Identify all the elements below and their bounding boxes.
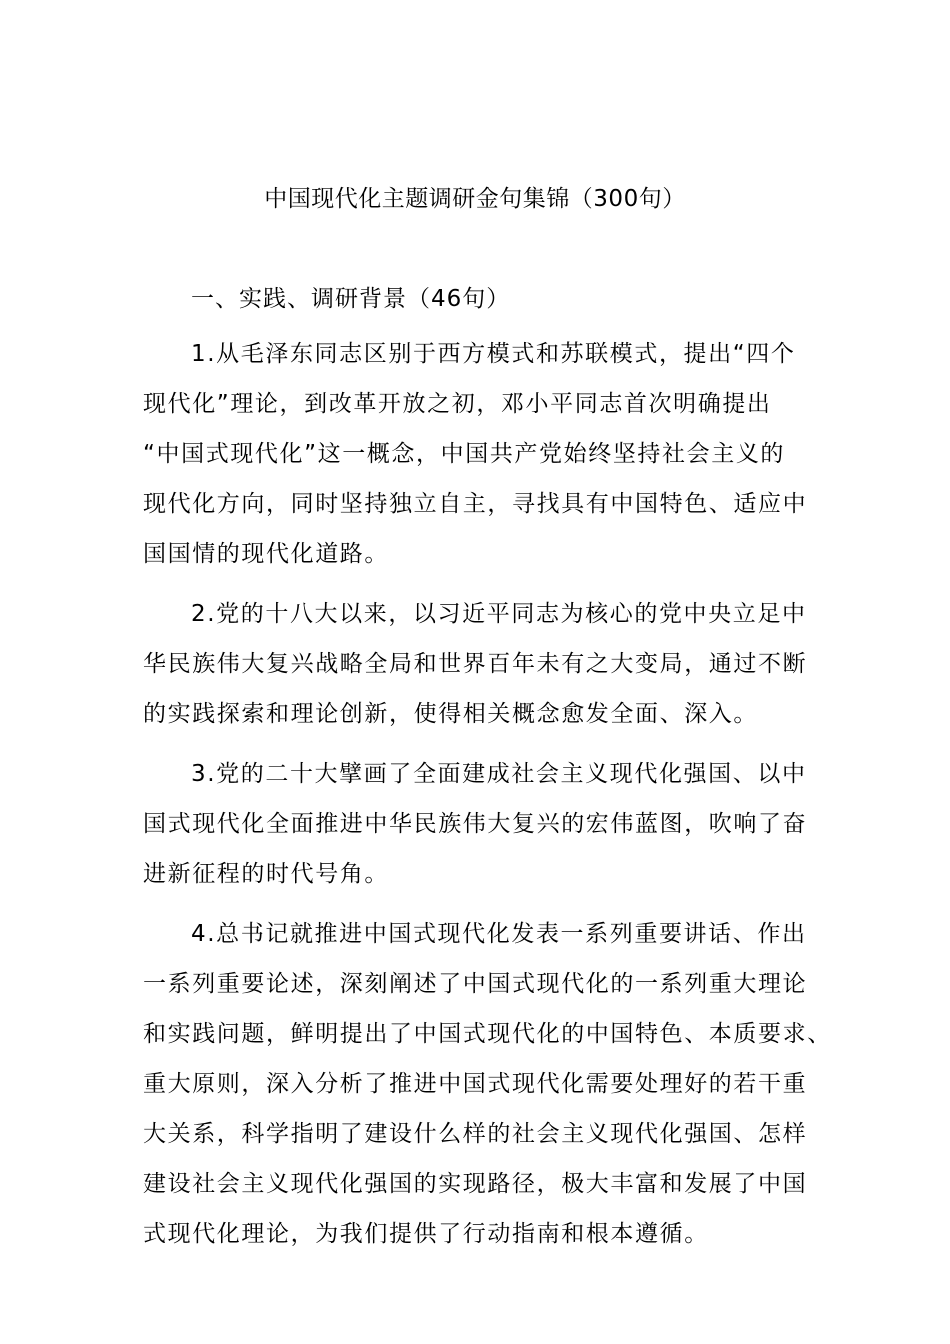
paragraph-line: 2.党的十八大以来，以习近平同志为核心的党中央立足中	[191, 601, 807, 627]
paragraph-line: 进新征程的时代号角。	[143, 861, 389, 887]
paragraph-line: 一系列重要论述，深刻阐述了中国式现代化的一系列重大理论	[143, 971, 808, 997]
document-title: 中国现代化主题调研金句集锦（300句）	[264, 186, 686, 212]
paragraph-line: 现代化”理论，到改革开放之初，邓小平同志首次明确提出	[143, 391, 772, 417]
paragraph-line: 重大原则，深入分析了推进中国式现代化需要处理好的若干重	[143, 1071, 808, 1097]
paragraph-line: 和实践问题，鲜明提出了中国式现代化的中国特色、本质要求、	[143, 1021, 832, 1047]
paragraph-line: 现代化方向，同时坚持独立自主，寻找具有中国特色、适应中	[143, 491, 808, 517]
paragraph-4	[143, 909, 832, 1259]
paragraph-line: “中国式现代化”这一概念，中国共产党始终坚持社会主义的	[143, 441, 786, 467]
document-body	[143, 279, 832, 1259]
paragraph-line: 建设社会主义现代化强国的实现路径，极大丰富和发展了中国	[143, 1171, 808, 1197]
paragraph-3	[143, 749, 808, 899]
paragraph-line: 的实践探索和理论创新，使得相关概念愈发全面、深入。	[143, 701, 758, 727]
paragraph-line: 国式现代化全面推进中华民族伟大复兴的宏伟蓝图，吹响了奋	[143, 811, 808, 837]
section-heading: 一、实践、调研背景（46句）	[191, 286, 511, 312]
paragraph-line: 大关系，科学指明了建设什么样的社会主义现代化强国、怎样	[143, 1121, 808, 1147]
paragraph-1	[143, 329, 808, 579]
paragraph-line: 华民族伟大复兴战略全局和世界百年未有之大变局，通过不断	[143, 651, 808, 677]
paragraph-line: 式现代化理论，为我们提供了行动指南和根本遵循。	[143, 1221, 709, 1247]
paragraph-line: 1.从毛泽东同志区别于西方模式和苏联模式，提出“四个	[191, 341, 796, 367]
paragraph-line: 3.党的二十大擘画了全面建成社会主义现代化强国、以中	[191, 761, 807, 787]
paragraph-line: 4.总书记就推进中国式现代化发表一系列重要讲话、作出	[191, 921, 807, 947]
paragraph-line: 国国情的现代化道路。	[143, 541, 389, 567]
paragraph-2	[143, 589, 808, 739]
